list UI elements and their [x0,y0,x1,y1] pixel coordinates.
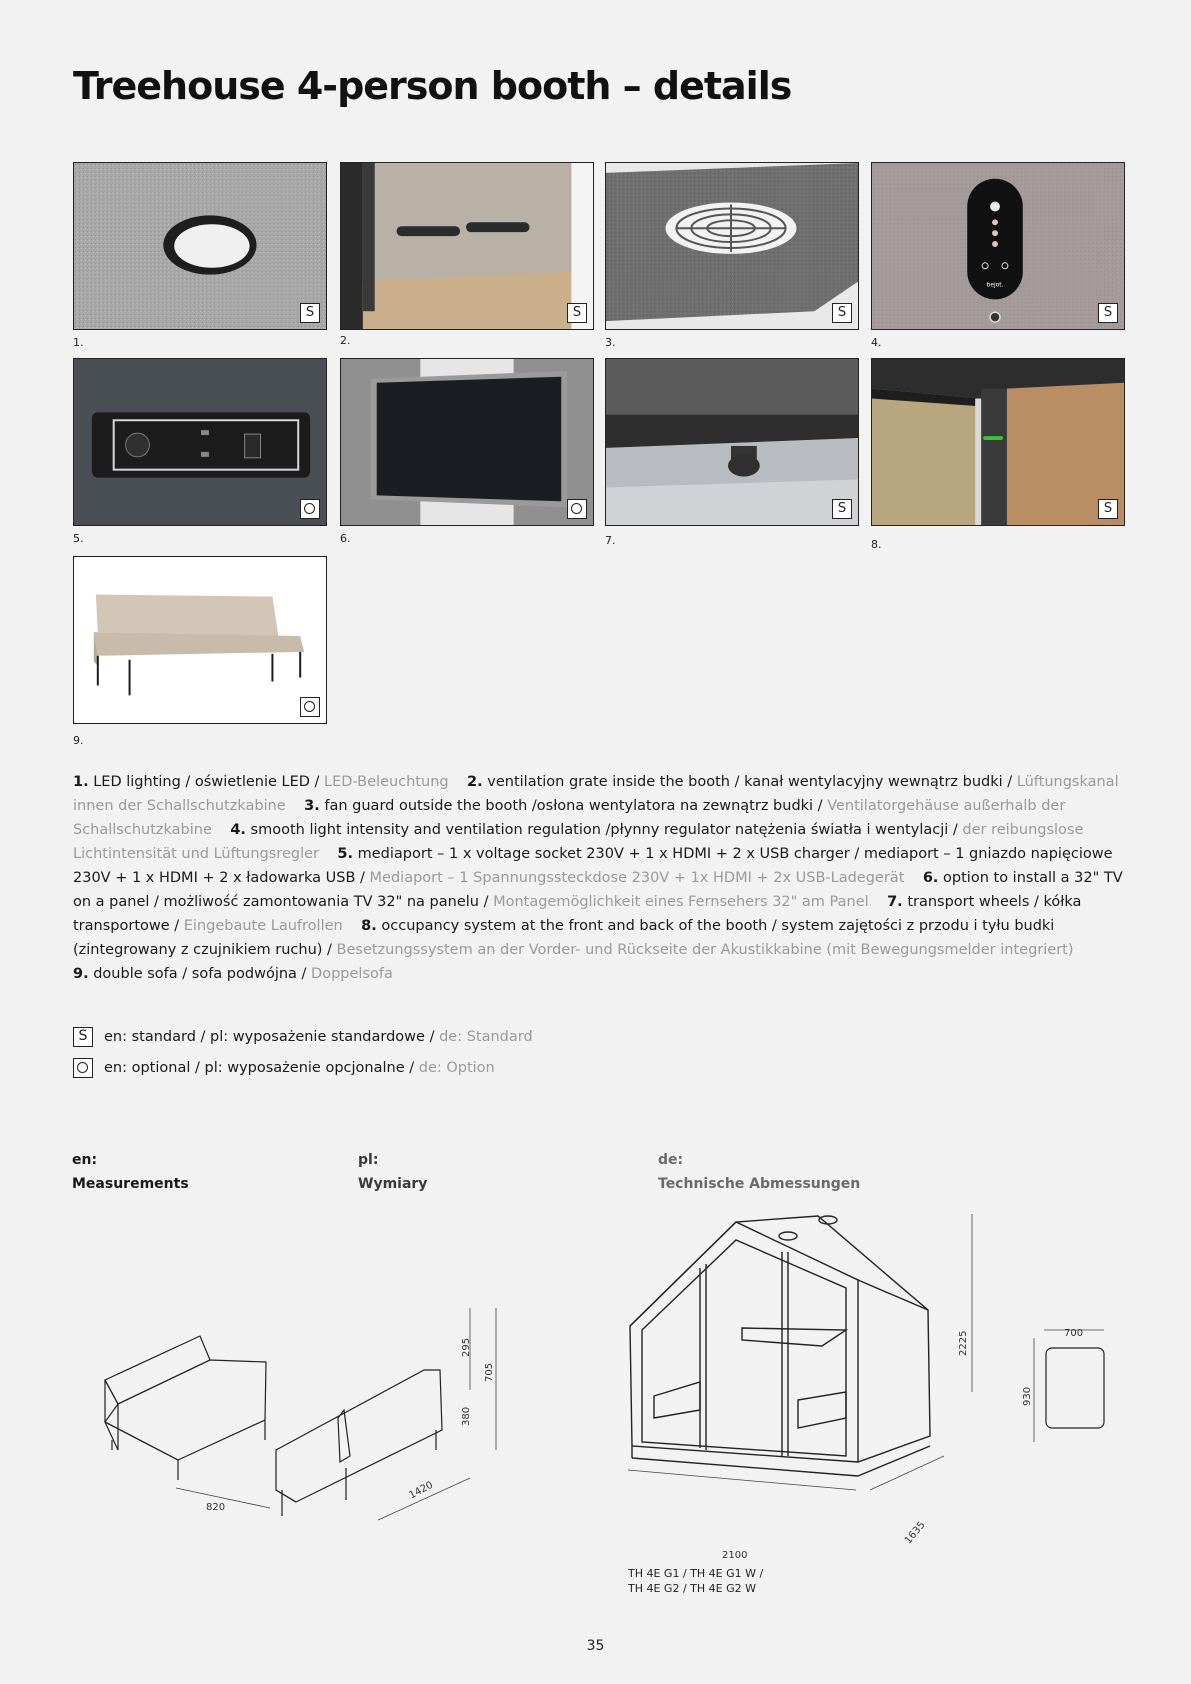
desc-de: Mediaport – 1 Spannungssteckdose 230V + 1x HDMI + 2x USB-Ladegerät [369,870,905,886]
lang-code: pl: [358,1152,379,1168]
dim-sofa-seat: 380 [461,1406,472,1426]
dim-booth-width: 2100 [722,1550,748,1561]
photo-ventilation-grate [340,162,594,330]
desc-pl: mediaport – 1 gniazdo napięciowe 230V + 1 x HDMI + 2 x ładowarka USB [73,846,1113,886]
photo-occupancy-system [871,358,1125,526]
desc-de: Besetzungssystem an der Vorder- und Rückseite der Akustikkabine (mit Bewegungsmelder integriert) [336,942,1074,958]
standard-badge: S [567,303,587,323]
dim-sofa-width: 1420 [407,1479,436,1502]
feature-descriptions: 1. LED lighting / oświetlenie LED / LED-Beleuchtung 2. ventilation grate inside the booth / kanał wentylacyjny wewnątrz budki / Lüftungskanal innen der Schallschutzkabine 3. fan guard outside the booth /osłona wentylatora na zewnątrz budki / Ventilatorgehäuse außerhalb der Schallschutzkabine 4. smooth light intensity and ventilation regulation /płynny regulator natężenia światła i wentylacji / der reibungslose Lichtintensität und Lüftungsregler 5. mediaport – 1 x voltage socket 230V + 1 x HDMI + 2 x USB charger / mediaport – 1 gniazdo napięciowe 230V + 1 x HDMI + 2 x ładowarka USB / Mediaport – 1 Spannungssteckdose 230V + 1x HDMI + 2x USB-Ladegerät 6. option to install a 32" TV on a panel / możliwość zamontowania TV 32" na panelu / Montagemöglichkeit eines Fernsehers 32" am Panel 7. transport wheels / kółka transportowe / Eingebaute Laufrollen 8. occupancy system at the front and back of the booth / system zajętości z przodu i tyłu budki (zintegrowany z czujnikiem ruchu) / Besetzungssystem an der Vorder- und Rückseite der Akustikkabine (mit Bewegungsmelder integriert) 9. double sofa / sofa podwójna / Doppelsofa [73,774,1123,982]
desc-en: option to install a 32" TV on a panel [73,870,1123,910]
legend-pl: pl: wyposażenie opcjonalne [204,1060,405,1076]
heading-label: Measurements [72,1176,189,1192]
desc-number: 9. [73,966,89,982]
photo-fan-guard [605,162,859,330]
model-codes [628,1566,763,1596]
desc-pl: możliwość zamontowania TV 32" na panelu [163,894,479,910]
legend-standard: S en: standard / pl: wyposażenie standardowe / de: Standard [73,1027,533,1047]
dim-sofa-depth: 820 [206,1502,226,1513]
photo-number: 5. [73,532,84,545]
dim-sofa-back: 295 [461,1337,472,1357]
dim-table-depth: 930 [1022,1386,1033,1406]
desc-pl: osłona wentylatora na zewnątrz budki [536,798,814,814]
photo-light-regulator [871,162,1125,330]
desc-de: Eingebaute Laufrollen [183,918,343,934]
photo-number: 1. [73,336,84,349]
ventilation-grate-icon [341,163,593,329]
transport-wheels-icon [606,359,858,525]
fan-guard-icon [606,163,858,329]
sofa-front-drawing [105,1336,266,1480]
tv-panel-icon [341,359,593,525]
dim-sofa-height: 705 [484,1362,495,1382]
desc-number: 6. [922,870,939,886]
standard-badge: S [300,303,320,323]
light-regulator-icon [872,163,1124,329]
desc-en: smooth light intensity and ventilation regulation [250,822,601,838]
lang-code: de: [658,1152,684,1168]
model-code-line: TH 4E G2 / TH 4E G2 W [628,1582,756,1595]
photo-transport-wheels [605,358,859,526]
regulator-brand: bejot. [986,281,1004,289]
desc-de: Doppelsofa [311,966,393,982]
photo-tv-panel [340,358,594,526]
legend-en: en: standard [104,1029,196,1045]
legend-optional: en: optional / pl: wyposażenie opcjonalne / de: Option [73,1058,495,1078]
desc-en: fan guard outside the booth [324,798,528,814]
desc-pl: sofa podwójna [191,966,297,982]
desc-de: Ventilatorgehäuse außerhalb der Schallschutzkabine [73,798,1066,838]
photo-number: 8. [871,538,882,551]
standard-badge: S [1098,303,1118,323]
optional-badge [567,499,587,519]
standard-badge: S [832,499,852,519]
desc-en: mediaport – 1 x voltage socket 230V + 1 x HDMI + 2 x USB charger [357,846,850,862]
desc-en: occupancy system at the front and back of the booth [381,918,768,934]
occupancy-indicator-icon [872,359,1124,525]
booth-drawing [630,1216,930,1476]
heading-label: Technische Abmessungen [658,1176,861,1192]
legend-de: de: Option [418,1060,495,1076]
photo-led-lighting [73,162,327,330]
desc-en: LED lighting [93,774,181,790]
desc-de: Lüftungskanal innen der Schallschutzkabine [73,774,1119,814]
desc-de: Montagemöglichkeit eines Fernsehers 32" am Panel [493,894,869,910]
technical-drawings [0,1160,1191,1600]
lang-code: en: [72,1152,98,1168]
desc-number: 5. [337,846,354,862]
standard-badge: S [832,303,852,323]
photo-number: 2. [340,334,351,347]
dim-table-width: 700 [1064,1328,1084,1339]
model-code-line: TH 4E G1 / TH 4E G1 W / [628,1567,764,1580]
desc-number: 8. [361,918,377,934]
desc-pl: system zajętości z przodu i tyłu budki (zintegrowany z czujnikiem ruchu) [73,918,1055,958]
desc-number: 7. [887,894,903,910]
sofa-dimension-lines [176,1308,496,1520]
heading-label: Wymiary [358,1176,428,1192]
photo-number: 3. [605,336,616,349]
photo-mediaport [73,358,327,526]
desc-number: 2. [467,774,483,790]
desc-de: der reibungslose Lichtintensität und Lüftungsregler [73,822,1084,862]
desc-number: 3. [304,798,320,814]
optional-symbol [73,1058,93,1078]
mediaport-icon [74,359,326,525]
standard-badge: S [1098,499,1118,519]
page-title: Treehouse 4-person booth – details [73,64,792,108]
desc-en: ventilation grate inside the booth [487,774,730,790]
photo-number: 9. [73,734,84,747]
dim-booth-depth: 1635 [902,1519,928,1547]
table-top-drawing [1046,1348,1104,1428]
dim-booth-height: 2225 [958,1330,969,1356]
photo-number: 6. [340,532,351,545]
legend-en: en: optional [104,1060,191,1076]
desc-de: LED-Beleuchtung [324,774,449,790]
photo-number: 4. [871,336,882,349]
optional-badge [300,499,320,519]
desc-en: transport wheels [907,894,1030,910]
standard-symbol: S [73,1027,93,1047]
desc-number: 1. [73,774,89,790]
desc-en: double sofa [93,966,178,982]
optional-badge [300,697,320,717]
desc-number: 4. [230,822,246,838]
desc-pl: kółka transportowe [73,894,1082,934]
double-sofa-icon [74,557,326,723]
page-number: 35 [586,1638,605,1654]
legend-de: de: Standard [439,1029,533,1045]
desc-pl: płynny regulator natężenia światła i wentylacji [610,822,949,838]
desc-pl: oświetlenie LED [194,774,310,790]
desc-pl: kanał wentylacyjny wewnątrz budki [744,774,1003,790]
led-light-icon [74,163,326,329]
photo-double-sofa [73,556,327,724]
legend-pl: pl: wyposażenie standardowe [210,1029,425,1045]
photo-number: 7. [605,534,616,547]
